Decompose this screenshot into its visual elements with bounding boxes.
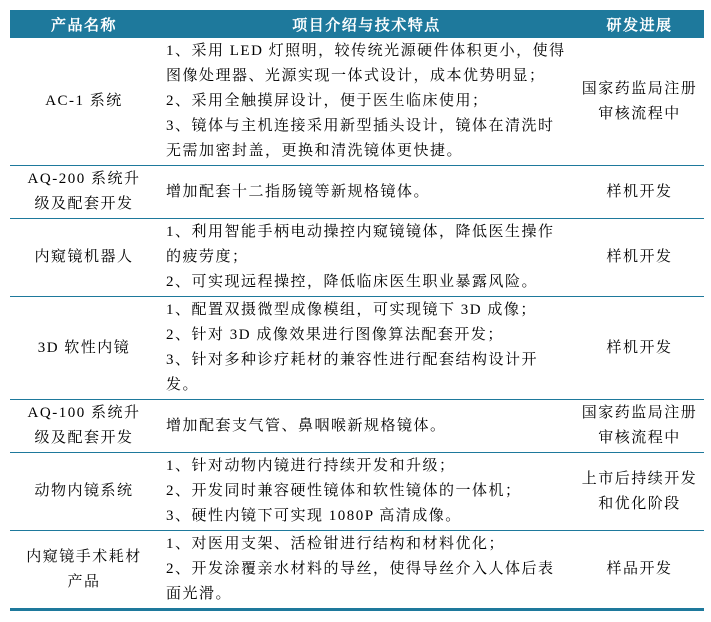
intro-cell <box>158 453 575 531</box>
intro-item: 2、针对 3D 成像效果进行图像算法配套开发； <box>166 327 504 343</box>
progress-cell: 样机开发 <box>575 219 704 297</box>
table-header <box>10 10 704 38</box>
product-name-cell: 动物内镜系统 <box>10 453 158 531</box>
product-name-cell: AC-1 系统 <box>10 38 158 166</box>
progress-cell: 样品开发 <box>575 531 704 610</box>
table-body <box>10 38 704 610</box>
progress-cell: 样机开发 <box>575 166 704 219</box>
progress-cell: 样机开发 <box>575 297 704 400</box>
table-row <box>10 166 704 219</box>
progress-cell: 国家药监局注册审核流程中 <box>575 400 704 453</box>
header-progress: 研发进展 <box>575 10 704 38</box>
intro-item: 1、采用 LED 灯照明，较传统光源硬件体积更小，使得图像处理器、光源实现一体式设计，成本优势明显； <box>166 43 566 84</box>
table-row <box>10 400 704 453</box>
intro-cell <box>158 219 575 297</box>
intro-item: 1、针对动物内镜进行持续开发和升级； <box>166 458 456 474</box>
intro-item: 2、可实现远程操控，降低临床医生职业暴露风险。 <box>166 274 539 290</box>
intro-item: 3、硬性内镜下可实现 1080P 高清成像。 <box>166 508 462 524</box>
product-name-cell: 内窥镜机器人 <box>10 219 158 297</box>
table-row <box>10 453 704 531</box>
intro-cell <box>158 38 575 166</box>
intro-item: 增加配套支气管、鼻咽喉新规格镜体。 <box>166 417 447 434</box>
table-row <box>10 531 704 610</box>
intro-item: 2、采用全触摸屏设计，便于医生临床使用； <box>166 93 489 109</box>
header-product-name: 产品名称 <box>10 10 158 38</box>
intro-item: 2、开发同时兼容硬性镜体和软性镜体的一体机； <box>166 483 522 499</box>
table-row <box>10 297 704 400</box>
intro-cell <box>158 531 575 610</box>
intro-cell <box>158 297 575 400</box>
header-intro: 项目介绍与技术特点 <box>158 10 575 38</box>
intro-item: 1、对医用支架、活检钳进行结构和材料优化； <box>166 536 506 552</box>
intro-item: 增加配套十二指肠镜等新规格镜体。 <box>166 183 431 200</box>
intro-cell <box>158 400 575 453</box>
intro-item: 2、开发涂覆亲水材料的导丝，使得导丝介入人体后表面光滑。 <box>166 561 555 602</box>
rd-progress-table <box>10 10 704 611</box>
progress-cell: 上市后持续开发和优化阶段 <box>575 453 704 531</box>
product-name-cell: AQ-200 系统升级及配套开发 <box>10 166 158 219</box>
product-name-cell: 内窥镜手术耗材产品 <box>10 531 158 610</box>
intro-item: 1、利用智能手柄电动操控内窥镜镜体，降低医生操作的疲劳度； <box>166 224 555 265</box>
header-row <box>10 10 704 38</box>
table-row <box>10 38 704 166</box>
product-name-cell: AQ-100 系统升级及配套开发 <box>10 400 158 453</box>
intro-item: 3、镜体与主机连接采用新型插头设计，镜体在清洗时无需加密封盖，更换和清洗镜体更快捷。 <box>166 118 555 159</box>
intro-cell <box>158 166 575 219</box>
progress-cell: 国家药监局注册审核流程中 <box>575 38 704 166</box>
product-name-cell: 3D 软性内镜 <box>10 297 158 400</box>
intro-item: 1、配置双摄微型成像模组，可实现镜下 3D 成像； <box>166 302 537 318</box>
intro-item: 3、针对多种诊疗耗材的兼容性进行配套结构设计开发。 <box>166 352 539 393</box>
table-row <box>10 219 704 297</box>
